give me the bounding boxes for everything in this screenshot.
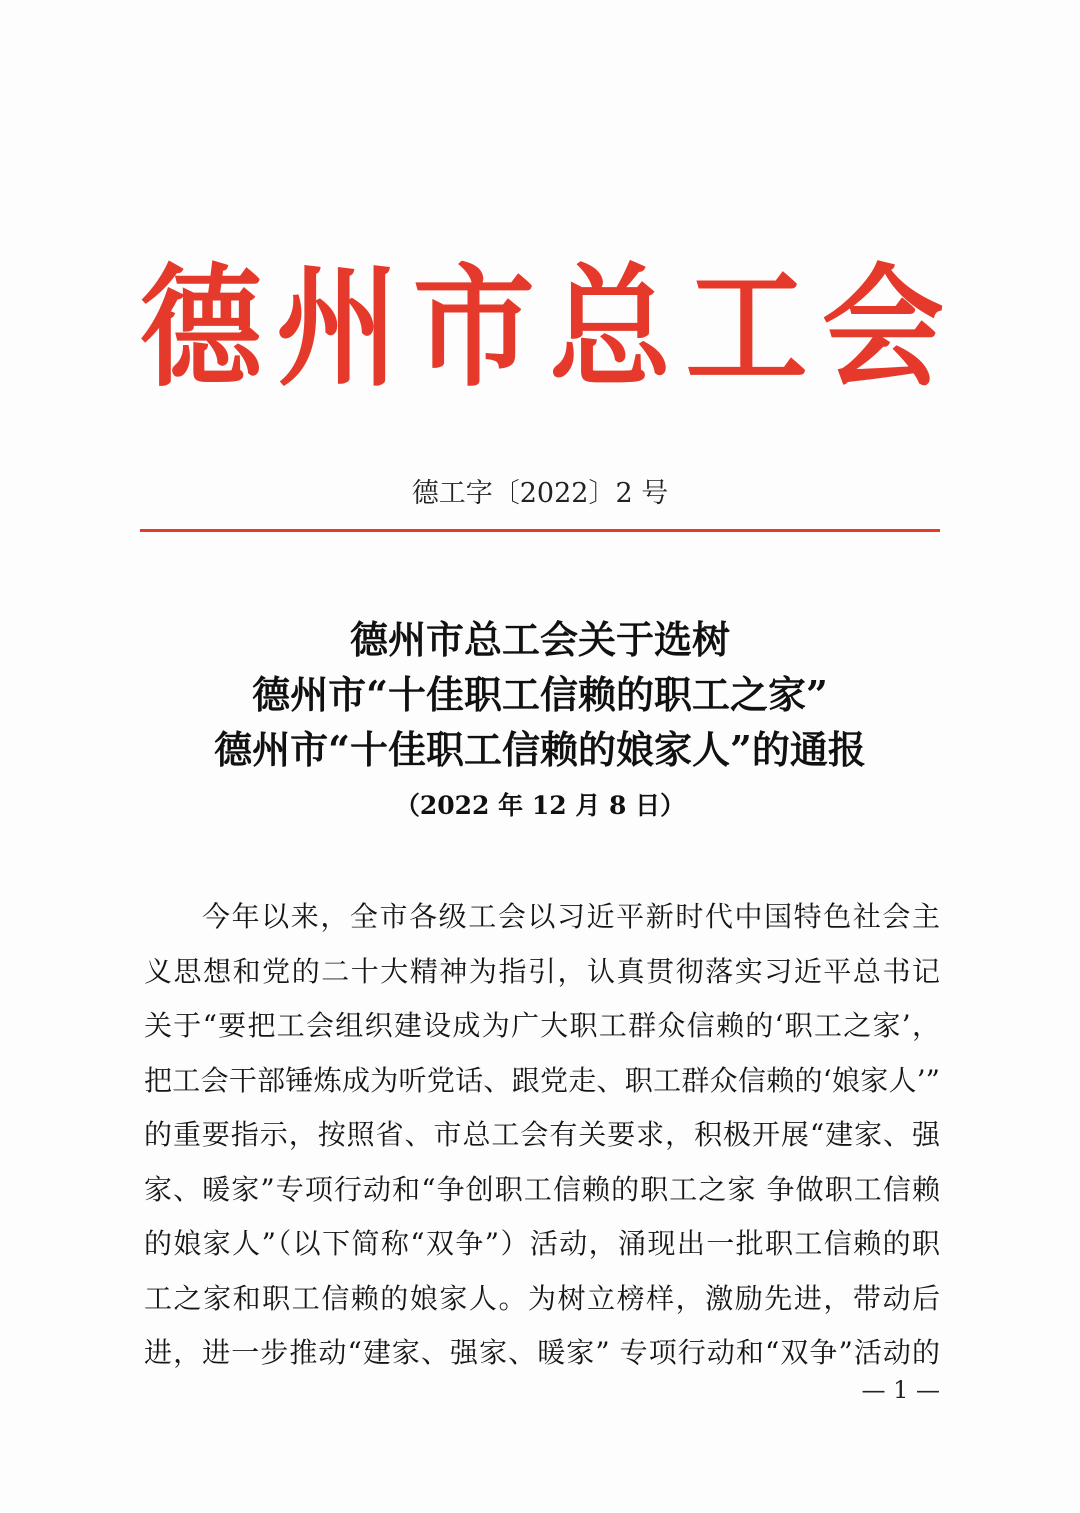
body-line: 的娘家人”（以下简称“双争”）活动，涌现出一批职工信赖的职 — [144, 1227, 940, 1260]
document-date: （2022 年 12 月 8 日） — [394, 791, 686, 820]
masthead-title — [140, 249, 944, 405]
masthead-char: 州 — [276, 249, 399, 405]
body-line: 进，进一步推动“建家、强家、暖家” 专项行动和“双争”活动的 — [144, 1336, 940, 1369]
red-divider — [140, 529, 940, 532]
body-line: 义思想和党的二十大精神为指引，认真贯彻落实习近平总书记 — [144, 954, 940, 988]
title-line: 德州市“十佳职工信赖的娘家人”的通报 — [214, 727, 866, 772]
document-number: 德工字〔2022〕2 号 — [411, 478, 669, 509]
masthead-char: 总 — [549, 249, 672, 405]
page-number: — 1 — — [861, 1376, 940, 1404]
body-line: 家、暖家”专项行动和“争创职工信赖的职工之家 争做职工信赖 — [144, 1172, 940, 1206]
masthead-char: 市 — [412, 249, 535, 405]
document-title — [100, 612, 980, 777]
body-line: 的重要指示，按照省、市总工会有关要求，积极开展“建家、强 — [144, 1118, 940, 1151]
masthead-char: 工 — [685, 249, 808, 405]
title-line: 德州市总工会关于选树 — [349, 617, 730, 662]
title-line: 德州市“十佳职工信赖的职工之家” — [252, 672, 828, 717]
body-paragraph — [144, 890, 940, 1381]
masthead-char: 德 — [140, 249, 262, 405]
masthead-char: 会 — [821, 249, 944, 405]
body-line: 工之家和职工信赖的娘家人。为树立榜样，激励先进，带动后 — [144, 1281, 940, 1315]
body-line: 今年以来，全市各级工会以习近平新时代中国特色社会主 — [202, 900, 940, 933]
body-line: 关于“要把工会组织建设成为广大职工群众信赖的‘职工之家’， — [144, 1009, 940, 1042]
body-line: 把工会干部锤炼成为听党话、跟党走、职工群众信赖的‘娘家人’” — [144, 1063, 940, 1097]
